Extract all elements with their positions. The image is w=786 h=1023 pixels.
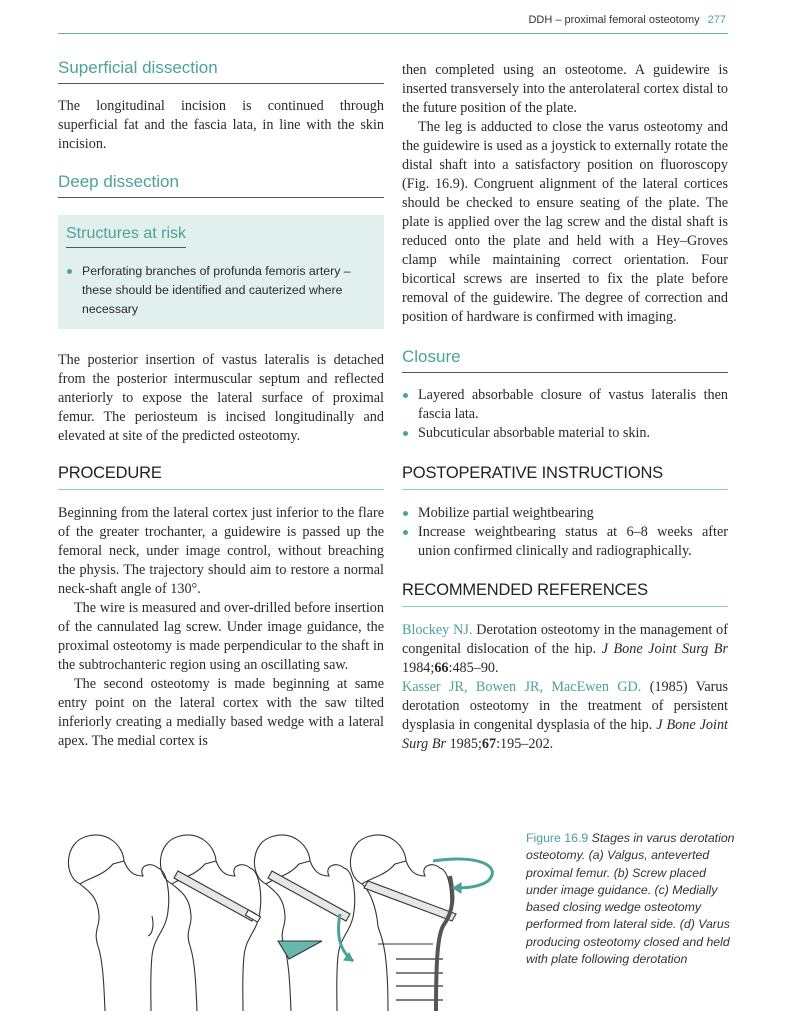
procedure-continued-paragraph: The leg is adducted to close the varus osteotomy and the guidewire is used as a joystick to externally rotate the distal shaft into a satisfactory position on fluoroscopy (Fig. 16.9). Congruent alignment of the lateral cortices should be checked to ensure seating of the plate. The plate is applied over the lag screw and the distal shaft is reduced onto the plate and held with a Hey–Groves clamp while maintaining correct orientation. Four bicortical screws are inserted to fix the plate before removal of the guidewire. The degree of correction and position of hardware is confirmed with imaging. (402, 119, 728, 325)
postoperative-list (402, 504, 728, 561)
list-item: Layered absorbable closure of vastus lateralis then fascia lata. (402, 386, 728, 424)
femur-panel-b-icon (160, 835, 260, 1011)
list-item: Subcuticular absorbable material to skin. (402, 424, 728, 443)
procedure-paragraph: The wire is measured and over-drilled before insertion of the cannulated lag screw. Under image guidance, the proximal osteotomy is made perpendicular to the shaft in the subtrochanteric region using an oscillating saw. (58, 600, 384, 673)
figure-caption (526, 830, 736, 968)
heading-recommended-references: RECOMMENDED REFERENCES (402, 581, 728, 607)
femur-panel-d-icon (339, 835, 493, 1011)
reference-authors: Blockey NJ. (402, 622, 473, 638)
page-number: 277 (707, 14, 726, 26)
structures-at-risk-box (58, 215, 384, 329)
bullet-icon (403, 393, 408, 398)
figure-label: Figure 16.9 (526, 831, 589, 845)
bullet-icon (403, 431, 408, 436)
list-item: Mobilize partial weightbearing (402, 504, 728, 523)
procedure-paragraph: The second osteotomy is made beginning at same entry point on the lateral cortex with the saw tilted inferiorly creating a medially based wedge with a lateral apex. The medial cortex is (58, 676, 384, 749)
deep-dissection-text: The posterior insertion of vastus lateralis is detached from the posterior intermuscular septum and reflected anteriorly to expose the lateral surface of proximal femur. The periosteum is incised longitudinally and elevated at site of the predicted osteotomy. (58, 352, 384, 444)
list-item: Increase weightbearing status at 6–8 weeks after union confirmed clinically and radiographically. (402, 523, 728, 561)
running-head-title: DDH – proximal femoral osteotomy (528, 14, 700, 26)
heading-deep-dissection: Deep dissection (58, 172, 384, 198)
bullet-icon (403, 530, 408, 535)
list-item: Perforating branches of profunda femoris artery – these should be identified and cauterized where necessary (66, 262, 376, 319)
right-column (402, 61, 728, 754)
figure-caption-text: Stages in varus derotation osteotomy. (a) Valgus, anteverted proximal femur. (b) Screw placed under image guidance. (c) Medially based closing wedge osteotomy performed from lateral side. (d) Varus producing osteotomy closed and held with plate following derotation (526, 831, 735, 967)
procedure-paragraph: Beginning from the lateral cortex just inferior to the flare of the greater trochanter, a guidewire is passed up the femoral neck, under image control, without breaching the physis. The trajectory should aim to restore a normal neck-shaft angle of 130°. (58, 505, 384, 597)
structures-at-risk-list (66, 262, 376, 319)
closure-list (402, 386, 728, 443)
superficial-dissection-text: The longitudinal incision is continued through superficial fat and the fascia lata, in line with the skin incision. (58, 98, 384, 152)
heading-postoperative-instructions: POSTOPERATIVE INSTRUCTIONS (402, 464, 728, 490)
femur-osteotomy-figure (58, 826, 508, 1016)
bullet-icon (403, 511, 408, 516)
left-column (58, 58, 384, 751)
heading-closure: Closure (402, 347, 728, 373)
reference-authors: Kasser JR, Bowen JR, MacEwen GD. (402, 679, 642, 695)
bullet-icon (67, 269, 72, 274)
heading-procedure: PROCEDURE (58, 464, 384, 490)
femur-panel-a-icon (68, 835, 168, 1011)
reference-item: Blockey NJ. Derotation osteotomy in the management of congenital dislocation of the hip. J Bone Joint Surg Br 1984;66:485–90. (402, 622, 728, 676)
heading-superficial-dissection: Superficial dissection (58, 58, 384, 84)
procedure-continued-paragraph: then completed using an osteotome. A guidewire is inserted transversely into the anterolateral cortex distal to the future position of the plate. (402, 62, 728, 116)
structures-at-risk-title: Structures at risk (66, 225, 186, 248)
reference-item: Kasser JR, Bowen JR, MacEwen GD. (1985) Varus derotation osteotomy in the treatment of persistent dysplasia in congenital dysplasia of the hip. J Bone Joint Surg Br 1985;67:195–202. (402, 679, 728, 752)
running-head (58, 14, 728, 34)
